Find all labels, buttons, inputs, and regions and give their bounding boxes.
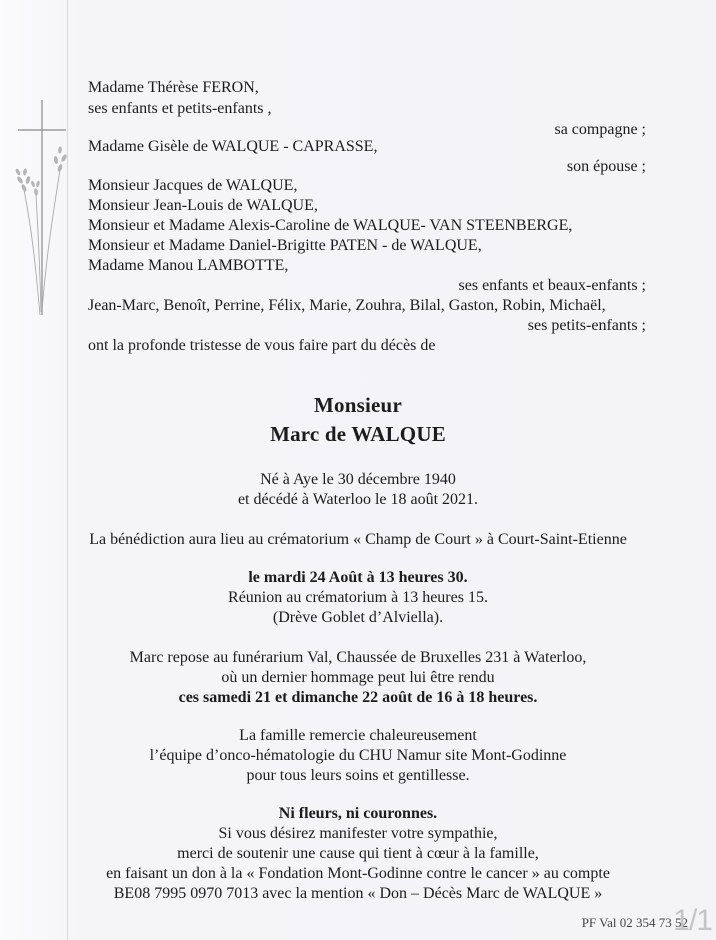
family-line-1: Madame Thérèse FERON, — [88, 79, 259, 96]
ceremony-meeting: Réunion au crématorium à 13 heures 15. — [228, 589, 488, 606]
ceremony-date: le mardi 24 Août à 13 heures 30. — [248, 569, 468, 586]
relation-compagne: sa compagne ; — [554, 121, 646, 138]
request-line-4: en faisant un don à la « Fondation Mont-Godinne contre le cancer » au compte — [106, 865, 610, 882]
thanks-line-3: pour tous leurs soins et gentillesse. — [246, 767, 470, 784]
relation-epouse: son épouse ; — [566, 158, 646, 175]
visitation-hours: ces samedi 21 et dimanche 22 août de 16 à 18 heures. — [178, 689, 538, 706]
request-line-2: Si vous désirez manifester votre sympathie, — [218, 825, 498, 842]
blessing-line: La bénédiction aura lieu au crématorium « Champ de Court » à Court-Saint-Etienne — [89, 531, 627, 548]
family-line-9: Jean-Marc, Benoît, Perrine, Félix, Marie, Zouhra, Bilal, Gaston, Robin, Michaël, — [88, 297, 606, 314]
deceased-name: Marc de WALQUE — [270, 422, 446, 446]
family-line-3: Madame Gisèle de WALQUE - CAPRASSE, — [88, 138, 378, 155]
visitation-line-1: Marc repose au funérarium Val, Chaussée de Bruxelles 231 à Waterloo, — [129, 649, 587, 666]
announcement-line: ont la profonde tristesse de vous faire part du décès de — [88, 337, 436, 354]
birth-line: Né à Aye le 30 décembre 1940 — [260, 471, 456, 488]
no-flowers-line: Ni fleurs, ni couronnes. — [278, 805, 438, 822]
cross-with-wheat-icon — [10, 100, 70, 330]
request-line-5: BE08 7995 0970 7013 avec la mention « Don – Décès Marc de WALQUE » — [113, 885, 603, 902]
family-line-2: ses enfants et petits-enfants , — [88, 100, 272, 117]
family-line-5: Monsieur Jean-Louis de WALQUE, — [88, 197, 318, 214]
ceremony-address: (Drève Goblet d’Alviella). — [272, 609, 444, 626]
family-line-7: Monsieur et Madame Daniel-Brigitte PATEN - de WALQUE, — [88, 237, 482, 254]
request-line-3: merci de soutenir une cause qui tient à cœur à la famille, — [177, 845, 539, 862]
relation-enfants: ses enfants et beaux-enfants ; — [458, 277, 646, 294]
family-line-8: Madame Manou LAMBOTTE, — [88, 257, 289, 274]
thanks-line-1: La famille remercie chaleureusement — [239, 727, 477, 744]
thanks-line-2: l’équipe d’onco-hématologie du CHU Namur site Mont-Godinne — [149, 747, 567, 764]
page-counter: 1/1 — [673, 904, 712, 937]
family-line-4: Monsieur Jacques de WALQUE, — [88, 177, 298, 194]
death-line: et décédé à Waterloo le 18 août 2021. — [237, 491, 479, 508]
relation-petits-enfants: ses petits-enfants ; — [527, 317, 646, 334]
deceased-title: Monsieur — [314, 393, 402, 417]
funeral-home-phone: PF Val 02 354 73 52 — [581, 915, 688, 930]
family-line-6: Monsieur et Madame Alexis-Caroline de WALQUE- VAN STEENBERGE, — [88, 217, 573, 234]
visitation-line-2: où un dernier hommage peut lui être rendu — [221, 669, 495, 686]
